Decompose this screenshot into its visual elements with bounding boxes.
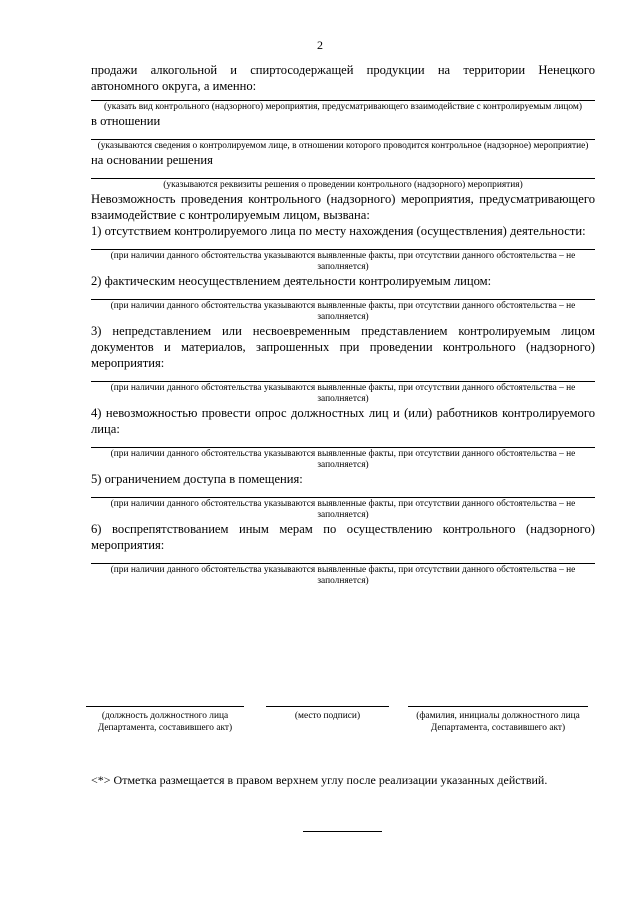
item-3-line [91,381,595,382]
item-6-note: (при наличии данного обстоятельства указываются выявленные факты, при отсутствии данного обстоятельства – не заполняется) [110,565,576,586]
item-2-line [91,299,595,300]
on-basis-label: на основании решения [91,153,213,167]
signature-place-label: (место подписи) [294,711,361,721]
document-body [91,62,595,587]
item-6: 6) воспрепятствованием иным мерам по осуществлению контрольного (надзорного) мероприятия: [91,522,595,552]
item-6-line [91,563,595,564]
signature-block [0,706,640,776]
item-3: 3) непредставлением или несвоевременным представлением контролируемым лицом документов и материалов, запрошенных при проведении контрольного (надзорного) мероприятия: [91,324,595,370]
event-type-note: (указать вид контрольного (надзорного) мероприятия, предусматривающего взаимодействие с контролируемым лицом) [103,102,582,112]
controlled-person-line [91,139,595,140]
item-1-note: (при наличии данного обстоятельства указываются выявленные факты, при отсутствии данного обстоятельства – не заполняется) [110,251,576,272]
impossibility-text: Невозможность проведения контрольного (надзорного) мероприятия, предусматривающего взаимодействие с контролируемым лицом, вызвана: [91,192,595,222]
item-1: 1) отсутствием контролируемого лица по месту нахождения (осуществления) деятельности: [91,224,586,238]
controlled-person-note: (указываются сведения о контролируемом лице, в отношении которого проводится контрольное (надзорное) мероприятие) [97,141,589,151]
event-type-line [91,100,595,101]
item-4-note: (при наличии данного обстоятельства указываются выявленные факты, при отсутствии данного обстоятельства – не заполняется) [110,449,576,470]
decision-note: (указываются реквизиты решения о проведении контрольного (надзорного) мероприятия) [163,180,523,190]
item-2: 2) фактическим неосуществлением деятельности контролируемым лицом: [91,274,492,288]
decision-line [91,178,595,179]
item-5-note: (при наличии данного обстоятельства указываются выявленные факты, при отсутствии данного обстоятельства – не заполняется) [110,499,576,520]
signature-position-label: (должность должностного лица Департамента, составившего акт) [97,711,233,733]
signature-name [408,706,588,734]
footnote: <*> Отметка размещается в правом верхнем углу после реализации указанных действий. [91,773,548,787]
signature-place [266,706,389,722]
bottom-divider [303,831,382,832]
item-4-line [91,447,595,448]
item-5: 5) ограничением доступа в помещения: [91,472,303,486]
item-1-line [91,249,595,250]
page-number: 2 [317,38,323,52]
intro-text: продажи алкогольной и спиртосодержащей продукции на территории Ненецкого автономного округа, а именно: [91,63,595,93]
in-relation-label: в отношении [91,114,161,128]
signature-name-label: (фамилия, инициалы должностного лица Департамента, составившего акт) [416,711,580,733]
item-2-note: (при наличии данного обстоятельства указываются выявленные факты, при отсутствии данного обстоятельства – не заполняется) [110,301,576,322]
item-4: 4) невозможностью провести опрос должностных лиц и (или) работников контролируемого лица: [91,406,595,436]
item-3-note: (при наличии данного обстоятельства указываются выявленные факты, при отсутствии данного обстоятельства – не заполняется) [110,383,576,404]
signature-position [86,706,244,734]
item-5-line [91,497,595,498]
